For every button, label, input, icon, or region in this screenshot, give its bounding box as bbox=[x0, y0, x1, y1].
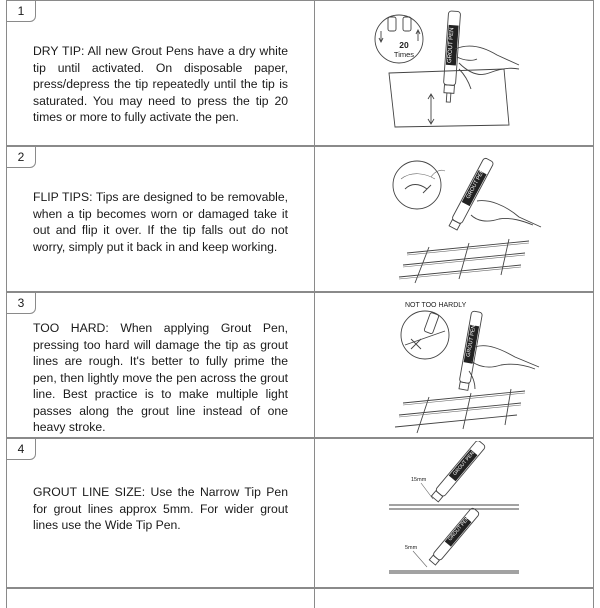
step-description: TOO HARD: When applying Grout Pen, pressing too hard will damage the tip as grout lines are rough. It's better to fully prime the pen, then lightly move the pen across the grout line. Best practice is to make multiple light passes along the grout line instead of one heavy stroke. bbox=[33, 321, 288, 434]
narrow-grout-line bbox=[389, 571, 519, 573]
pen-label: GROUT PEN bbox=[465, 168, 487, 200]
pen-label: GROUT PEN bbox=[452, 450, 476, 477]
column-divider bbox=[314, 147, 315, 291]
grout-pen bbox=[442, 11, 460, 103]
step-description: DRY TIP: All new Grout Pens have a dry white tip until activated. On disposable paper, press/depress the tip repeatedly until the tip is saturated. You may need to press the tip 20 times or more to fully activate the pen. bbox=[33, 44, 288, 124]
column-divider bbox=[314, 589, 315, 608]
unit-label: Times bbox=[393, 50, 415, 59]
cross-icon bbox=[411, 339, 421, 349]
grout-pen bbox=[448, 157, 494, 230]
column-divider bbox=[314, 439, 315, 587]
step-illustration bbox=[319, 3, 589, 143]
step-3 bbox=[6, 292, 594, 438]
step-number: 2 bbox=[6, 146, 36, 168]
step-illustration bbox=[319, 295, 589, 435]
step-number: 1 bbox=[6, 0, 36, 22]
step-2 bbox=[6, 146, 594, 292]
next-step-partial bbox=[6, 588, 594, 608]
step-description: GROUT LINE SIZE: Use the Narrow Tip Pen for grout lines approx 5mm. For wider grout lines use the Wide Tip Pen. bbox=[33, 485, 288, 532]
wide-grout-line bbox=[389, 505, 519, 509]
pen-label: GROUT PEN bbox=[447, 515, 471, 543]
magnifier-circle bbox=[401, 311, 449, 359]
step-1 bbox=[6, 0, 594, 146]
magnifier-circle bbox=[393, 161, 441, 209]
step-number: 3 bbox=[6, 292, 36, 314]
step-illustration bbox=[319, 149, 589, 289]
column-divider bbox=[314, 293, 315, 437]
warning-label: NOT TOO HARDLY bbox=[405, 302, 467, 309]
step-description: FLIP TIPS: Tips are designed to be removable, when a tip becomes worn or damaged take it out and flip it over. If the tip falls out do not worry, simply put it back in and keep working. bbox=[33, 190, 288, 254]
wide-label: 15mm bbox=[411, 477, 427, 483]
wide-grout-pen bbox=[431, 441, 486, 503]
grout-pen bbox=[458, 311, 483, 391]
step-illustration bbox=[319, 441, 589, 586]
pen-label: GROUT PEN bbox=[447, 27, 456, 64]
narrow-grout-pen bbox=[429, 507, 480, 566]
narrow-label: 5mm bbox=[405, 545, 418, 551]
paper-sheet bbox=[389, 69, 509, 127]
pen-label: GROUT PEN bbox=[465, 324, 478, 358]
step-number: 4 bbox=[6, 438, 36, 460]
count-label: 20 bbox=[399, 40, 409, 50]
step-4 bbox=[6, 438, 594, 588]
column-divider bbox=[314, 1, 315, 145]
